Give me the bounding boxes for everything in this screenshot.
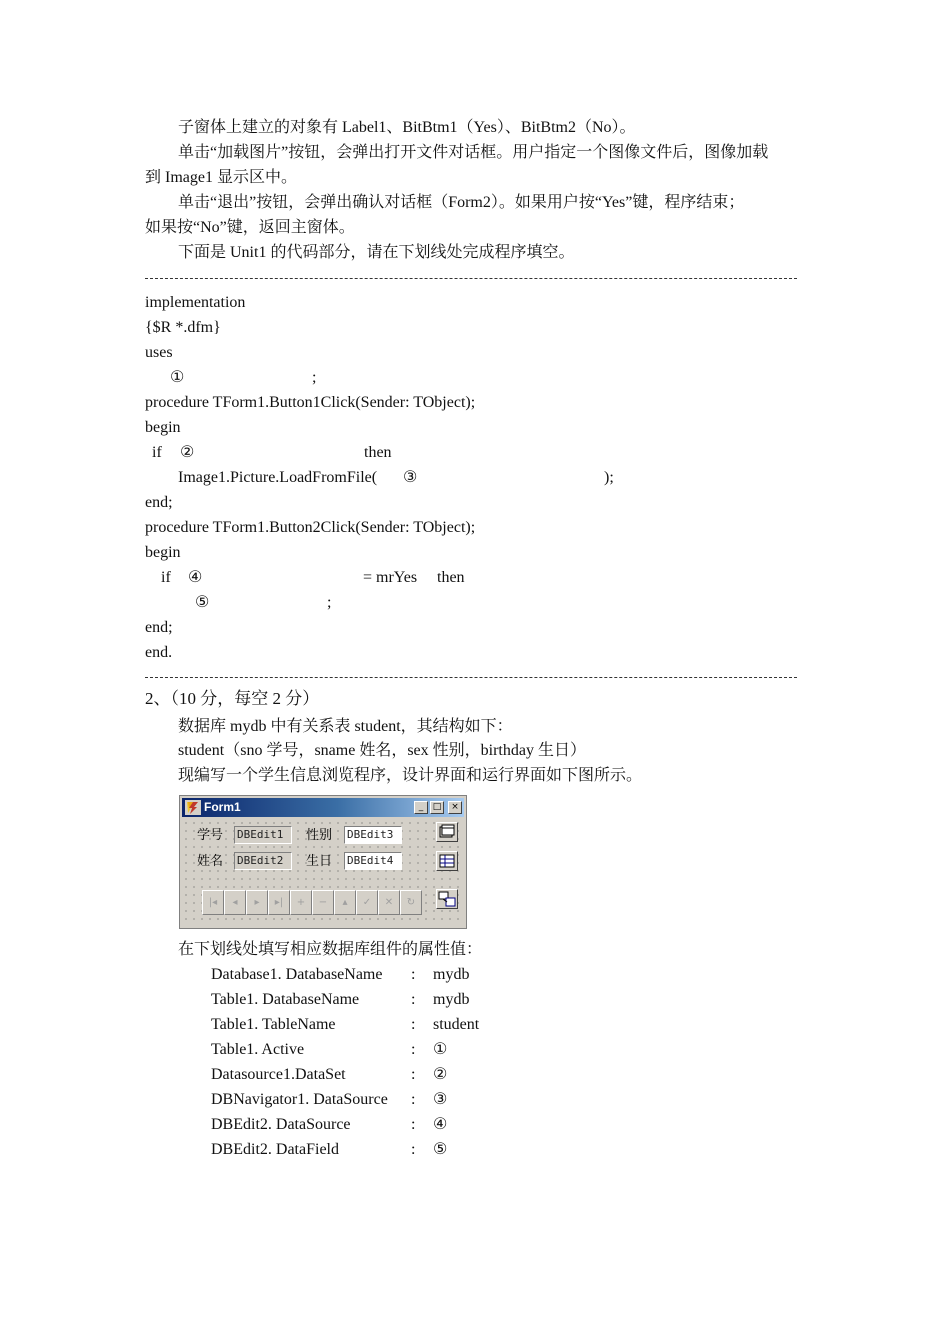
label-name: 姓名 <box>197 854 224 869</box>
intro-line-6: 下面是 Unit1 的代码部分，请在下划线处完成程序填空。 <box>178 244 575 261</box>
maximize-button[interactable]: □ <box>430 801 444 814</box>
blank-3-marker: ③ <box>403 469 418 486</box>
prop-value-blank-3: ③ <box>433 1091 448 1108</box>
dbnavigator <box>202 890 424 915</box>
prop-sep: : <box>411 1116 416 1133</box>
code-begin-1: begin <box>145 419 181 436</box>
intro-line-5: 如果按“No”键，返回主窗体。 <box>145 219 355 236</box>
intro-line-3: 到 Image1 显示区中。 <box>145 169 297 186</box>
intro-line-1: 子窗体上建立的对象有 Label1、BitBtm1（Yes）、BitBtm2（No）。 <box>178 119 636 136</box>
code-if-1: if <box>152 444 162 461</box>
code-proc1: procedure TForm1.Button1Click(Sender: TObject); <box>145 394 476 411</box>
prop-value: mydb <box>433 966 470 983</box>
q2-heading: 2、（10 分，每空 2 分） <box>145 689 320 708</box>
q2-line-1: 数据库 mydb 中有关系表 student，其结构如下： <box>178 718 513 735</box>
prop-value: student <box>433 1016 480 1033</box>
code-resource: {$R *.dfm} <box>145 319 221 336</box>
prop-name: Table1. Active <box>211 1041 305 1058</box>
database-component-icon[interactable] <box>436 822 458 842</box>
datasource-component-icon[interactable] <box>436 889 458 909</box>
form1-title: Form1 <box>204 800 241 814</box>
intro-line-2: 单击“加载图片”按钮，会弹出打开文件对话框。用户指定一个图像文件后，图像加载 <box>178 144 769 161</box>
prop-sep: : <box>411 1016 416 1033</box>
code-then-2: then <box>437 569 465 586</box>
prop-name: DBNavigator1. DataSource <box>211 1091 388 1108</box>
dashed-divider-top <box>145 278 797 279</box>
form1-titlebar[interactable] <box>182 798 464 817</box>
code-implementation: implementation <box>145 294 246 311</box>
code-if-2: if <box>161 569 171 586</box>
nav-first-button[interactable]: |◂ <box>202 890 224 915</box>
code-end-final: end. <box>145 644 173 661</box>
code-proc2: procedure TForm1.Button2Click(Sender: TObject); <box>145 519 476 536</box>
label-birthday: 生日 <box>306 854 333 869</box>
code-mryes: = mrYes <box>363 569 418 586</box>
prop-name: Table1. DatabaseName <box>211 991 360 1008</box>
code-semicolon-5: ; <box>327 594 332 611</box>
nav-delete-button[interactable]: − <box>312 890 334 915</box>
dbedit3-field[interactable]: DBEdit3 <box>344 826 402 844</box>
prop-sep: : <box>411 1041 416 1058</box>
nav-prior-button[interactable]: ◂ <box>224 890 246 915</box>
nav-next-button[interactable]: ▸ <box>246 890 268 915</box>
label-sno: 学号 <box>197 828 224 843</box>
dbedit1-field[interactable]: DBEdit1 <box>234 826 292 844</box>
close-button[interactable]: × <box>448 801 462 814</box>
blank-1-marker: ① <box>170 369 185 386</box>
prop-sep: : <box>411 966 416 983</box>
prop-value-blank-5: ⑤ <box>433 1141 448 1158</box>
code-then-1: then <box>364 444 392 461</box>
q2-line-3: 现编写一个学生信息浏览程序，设计界面和运行界面如下图所示。 <box>178 767 643 784</box>
prop-sep: : <box>411 991 416 1008</box>
prop-sep: : <box>411 1141 416 1158</box>
nav-refresh-button[interactable]: ↻ <box>400 890 422 915</box>
blank-5-marker: ⑤ <box>195 594 210 611</box>
code-load-call: Image1.Picture.LoadFromFile( <box>178 469 378 486</box>
label-sex: 性别 <box>306 828 333 843</box>
form1-client-area <box>182 819 464 926</box>
dashed-divider-bottom <box>145 677 797 678</box>
prop-name: DBEdit2. DataField <box>211 1141 339 1158</box>
minimize-button[interactable]: _ <box>414 801 428 814</box>
nav-edit-button[interactable]: ▴ <box>334 890 356 915</box>
table-component-icon[interactable] <box>436 851 458 871</box>
delphi-app-icon <box>185 800 201 815</box>
code-uses: uses <box>145 344 173 361</box>
code-begin-2: begin <box>145 544 181 561</box>
prop-name: Datasource1.DataSet <box>211 1066 346 1083</box>
prop-sep: : <box>411 1091 416 1108</box>
code-end-2: end; <box>145 619 173 636</box>
nav-last-button[interactable]: ▸| <box>268 890 290 915</box>
fill-instruction: 在下划线处填写相应数据库组件的属性值： <box>178 941 483 958</box>
code-close-paren: ); <box>604 469 614 486</box>
nav-insert-button[interactable]: + <box>290 890 312 915</box>
dbedit2-field[interactable]: DBEdit2 <box>234 852 292 870</box>
blank-2-marker: ② <box>180 444 195 461</box>
prop-value: mydb <box>433 991 470 1008</box>
code-end-1: end; <box>145 494 173 511</box>
prop-name: Database1. DatabaseName <box>211 966 383 983</box>
dbedit4-field[interactable]: DBEdit4 <box>344 852 402 870</box>
prop-sep: : <box>411 1066 416 1083</box>
intro-line-4: 单击“退出”按钮，会弹出确认对话框（Form2）。如果用户按“Yes”键，程序结束； <box>178 194 745 211</box>
prop-value-blank-1: ① <box>433 1041 448 1058</box>
code-semicolon-1: ; <box>312 369 317 386</box>
prop-value-blank-4: ④ <box>433 1116 448 1133</box>
nav-cancel-button[interactable]: ✕ <box>378 890 400 915</box>
prop-name: DBEdit2. DataSource <box>211 1116 351 1133</box>
form1-window <box>179 795 467 929</box>
prop-name: Table1. TableName <box>211 1016 336 1033</box>
q2-line-2: student（sno 学号，sname 姓名，sex 性别，birthday 生日） <box>178 742 586 759</box>
prop-value-blank-2: ② <box>433 1066 448 1083</box>
nav-post-button[interactable]: ✓ <box>356 890 378 915</box>
blank-4-marker: ④ <box>188 569 203 586</box>
